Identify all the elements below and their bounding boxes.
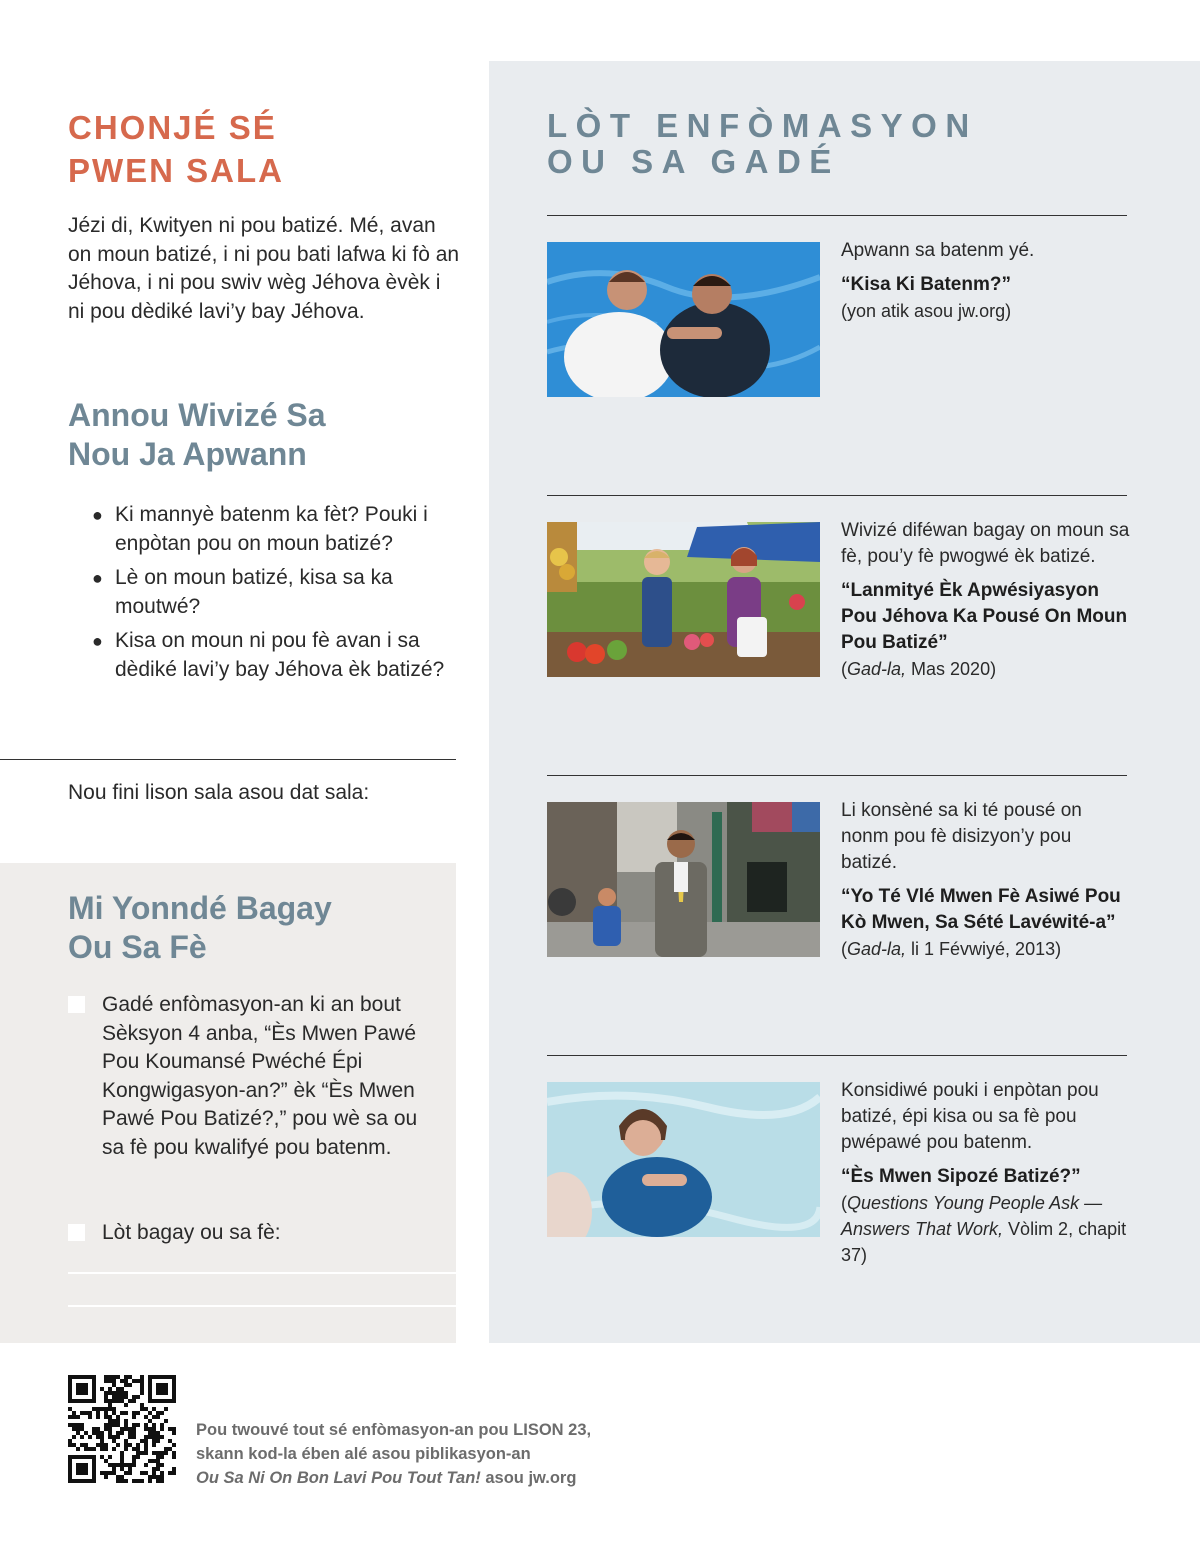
more-info-heading (547, 108, 978, 180)
more-info-heading-line2: OU SA GADÉ (547, 143, 840, 180)
resource-title[interactable]: “Kisa Ki Batenm?” (841, 274, 1011, 295)
review-heading (68, 106, 284, 192)
resource-description: Li konsèné sa ki té pousé on nonm pou fè disizyon’y pou batizé. (841, 800, 1082, 873)
goal-checkbox[interactable] (68, 996, 85, 1013)
market-preaching-photo (547, 522, 820, 677)
recall-heading-line2: Nou Ja Apwann (68, 436, 307, 472)
goal-item[interactable] (68, 991, 438, 1162)
lesson-finished-label: Nou fini lison sala asou dat sala: (68, 781, 370, 804)
footer-note (196, 1418, 591, 1490)
resource-source: (Gad-la, li 1 Févwiyé, 2013) (841, 939, 1062, 959)
goal-checkbox[interactable] (68, 1224, 85, 1241)
publication-title[interactable]: Ou Sa Ni On Bon Lavi Pou Tout Tan! (196, 1469, 481, 1487)
goal-text: Lòt bagay ou sa fè: (102, 1221, 281, 1244)
resource-item[interactable] (841, 1078, 1131, 1268)
qr-code-icon[interactable] (68, 1375, 176, 1483)
review-question-list (92, 501, 452, 691)
goals-heading (68, 889, 332, 967)
footer-line: Pou twouvé tout sé enfòmasyon-an pou LISON 23, (196, 1421, 592, 1439)
resource-source-date: li 1 Févwiyé, 2013) (906, 939, 1062, 959)
goals-heading-line1: Mi Yonndé Bagay (68, 890, 332, 926)
resource-divider (547, 495, 1127, 496)
resource-item[interactable] (841, 798, 1131, 962)
section-divider (0, 759, 456, 760)
young-woman-baptism-photo (547, 1082, 820, 1237)
bullet-icon: ● (92, 505, 103, 525)
writing-line[interactable] (68, 1305, 456, 1307)
resource-title[interactable]: “Lanmityé Èk Apwésiyasyon Pou Jéhova Ka Pousé On Moun Pou Batizé” (841, 580, 1128, 653)
resource-source: (Gad-la, Mas 2020) (841, 659, 997, 679)
resource-source-publication: Questions Young People Ask —Answers That Work, (841, 1193, 1103, 1239)
recall-heading (68, 396, 326, 474)
resource-description: Wivizé diféwan bagay on moun sa fè, pou’y fè pwogwé èk batizé. (841, 520, 1130, 567)
review-question (92, 501, 452, 558)
resource-divider (547, 775, 1127, 776)
review-question-text: Kisa on moun ni pou fè avan i sa dèdiké lavi’y bay Jéhova èk batizé? (115, 629, 445, 681)
resource-source-date: Mas 2020) (906, 659, 997, 679)
review-question (92, 564, 452, 621)
goals-heading-line2: Ou Sa Fè (68, 929, 207, 965)
resource-source-publication: Gad-la, (847, 939, 907, 959)
review-question-text: Lè on moun batizé, kisa sa ka moutwé? (115, 566, 393, 618)
resource-description: Konsidiwé pouki i enpòtan pou batizé, épi kisa ou sa fè pou pwépawé pou batenm. (841, 1080, 1099, 1153)
bullet-icon: ● (92, 568, 103, 589)
resource-divider (547, 215, 1127, 216)
resource-description: Apwann sa batenm yé. (841, 240, 1035, 261)
resource-item[interactable] (841, 238, 1131, 324)
review-heading-line2: PWEN SALA (68, 152, 284, 189)
bullet-icon: ● (92, 631, 103, 652)
footer-line (196, 1466, 591, 1490)
goal-item[interactable] (68, 1219, 438, 1248)
writing-line[interactable] (68, 1272, 456, 1274)
goal-text: Gadé enfòmasyon-an ki an bout Sèksyon 4 anba, “Ès Mwen Pawé Pou Koumansé Pwéché Épi Kongwigasyon-an?” èk “Ès Mwen Pawé Pou Batizé?,” pou wè sa ou sa fè pou kwalifyé pou batenm. (102, 993, 418, 1159)
review-heading-line1: CHONJÉ SÉ (68, 109, 277, 146)
review-question-text: Ki mannyè batenm ka fèt? Pouki i enpòtan pou on moun batizé? (115, 503, 428, 555)
footer-website: asou jw.org (480, 1469, 577, 1487)
resource-item[interactable] (841, 518, 1131, 682)
resource-title[interactable]: “Ès Mwen Sipozé Batizé?” (841, 1166, 1081, 1187)
resource-source: (Questions Young People Ask —Answers That Work, Vòlim 2, chapit 37) (841, 1193, 1127, 1265)
resource-divider (547, 1055, 1127, 1056)
footer-line: skann kod-la ében alé asou piblikasyon-an (196, 1445, 531, 1463)
recall-heading-line1: Annou Wivizé Sa (68, 397, 326, 433)
more-info-heading-line1: LÒT ENFÒMASYON (547, 107, 978, 144)
resource-source-date: Vòlim 2, chapit 37) (841, 1219, 1127, 1265)
review-question (92, 627, 452, 684)
baptism-photo (547, 242, 820, 397)
city-street-man-photo (547, 802, 820, 957)
review-intro: Jézi di, Kwityen ni pou batizé. Mé, avan on moun batizé, i ni pou bati lafwa ki fò an Jéhova, i ni pou swiv wèg Jéhova èvèk i ni pou dèdiké lavi’y bay Jéhova. (68, 214, 460, 323)
resource-title[interactable]: “Yo Té Vlé Mwen Fè Asiwé Pou Kò Mwen, Sa Sété Lavéwité-a” (841, 886, 1121, 933)
resource-source: (yon atik asou jw.org) (841, 301, 1012, 321)
resource-source-publication: Gad-la, (847, 659, 907, 679)
